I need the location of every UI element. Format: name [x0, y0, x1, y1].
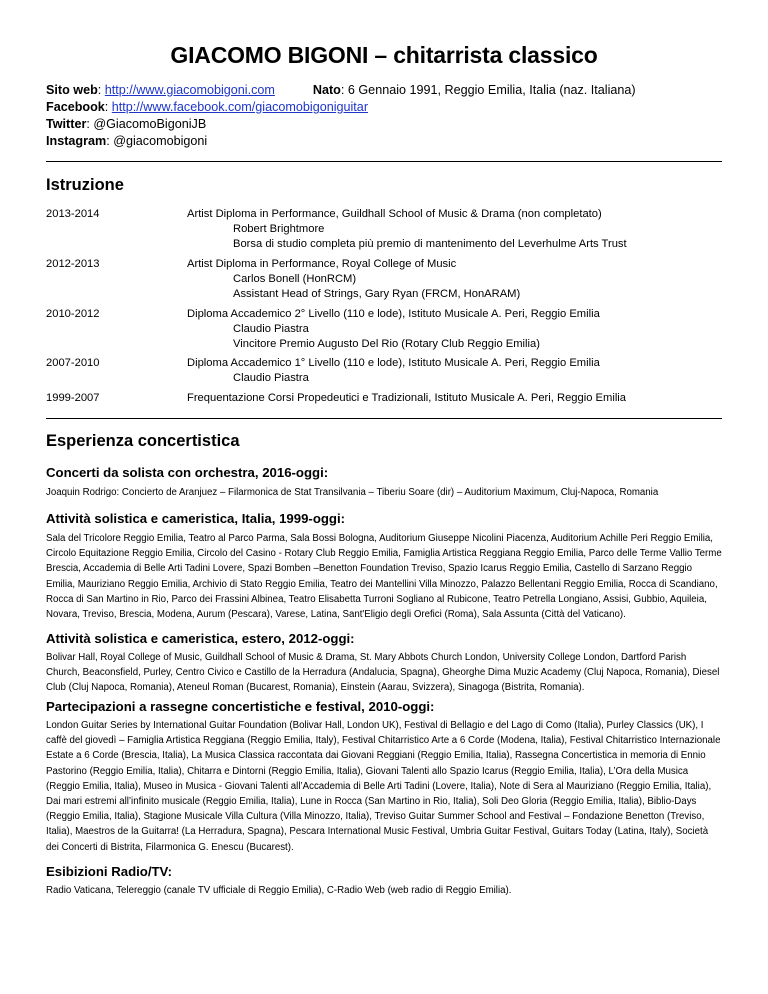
education-title: Artist Diploma in Performance, Guildhall School of Music & Drama (non completato) [187, 208, 602, 220]
education-title: Diploma Accademico 2° Livello (110 e lode), Istituto Musicale A. Peri, Reggio Emilia [187, 308, 600, 320]
education-years: 2012-2013 [46, 258, 100, 270]
instagram-value: : @giacomobigoni [106, 134, 208, 148]
instagram-label: Instagram [46, 134, 107, 148]
contact-row-twitter [46, 116, 722, 133]
facebook-label: Facebook [46, 100, 105, 114]
education-heading: Istruzione [46, 176, 124, 194]
site-label: Sito web [46, 83, 98, 97]
section-heading: Attività solistica e cameristica, Italia, 1999-oggi: [46, 511, 346, 526]
education-detail: Claudio Piastra [233, 323, 309, 335]
contact-row-site: Sito web: http://www.giacomobigoni.com Nato: 6 Gennaio 1991, Reggio Emilia, Italia (naz. Italiana) [46, 83, 636, 97]
section-text: Radio Vaticana, Telereggio (canale TV ufficiale di Reggio Emilia), C-Radio Web (web radio di Reggio Emilia). [46, 885, 512, 896]
education-title: Artist Diploma in Performance, Royal College of Music [187, 258, 457, 270]
twitter-value: : @GiacomoBigoniJB [86, 117, 207, 131]
divider [46, 418, 722, 419]
section-text: Bolivar Hall, Royal College of Music, Guildhall School of Music & Drama, St. Mary Abbots Church London, University College London, Dartford Parish Church, Beaconsfield, Purley, Centro Civico e Castillo de la Herradura (Andalucia, Spagna), Gheorghe Dima Muzic Academy (Cluj Napoca, Romania), Diesel Club (Cluj Napoca, Romania), Ateneul Roman (Bucarest, Romania), Einstein (Aarau, Svizzera), Sinagoga (Bistrita, Romania). [46, 652, 720, 694]
born-value: : 6 Gennaio 1991, Reggio Emilia, Italia (naz. Italiana) [340, 83, 636, 97]
education-years: 1999-2007 [46, 392, 100, 404]
education-detail: Carlos Bonell (HonRCM) [233, 273, 357, 285]
education-years: 2007-2010 [46, 357, 100, 369]
section-heading: Attività solistica e cameristica, estero, 2012-oggi: [46, 631, 355, 646]
education-detail: Vincitore Premio Augusto Del Rio (Rotary Club Reggio Emilia) [233, 338, 540, 350]
born-label: Nato [312, 83, 341, 97]
site-link[interactable]: http://www.giacomobigoni.com [104, 83, 275, 97]
contact-row-instagram [46, 133, 722, 150]
facebook-link[interactable]: http://www.facebook.com/giacomobigoniguitar [111, 100, 369, 114]
experience-heading: Esperienza concertistica [46, 432, 240, 450]
divider [46, 161, 722, 162]
education-detail: Assistant Head of Strings, Gary Ryan (FRCM, HonARAM) [233, 288, 521, 300]
education-title: Diploma Accademico 1° Livello (110 e lode), Istituto Musicale A. Peri, Reggio Emilia [187, 357, 600, 369]
section-heading: Concerti da solista con orchestra, 2016-oggi: [46, 465, 329, 480]
section-heading: Partecipazioni a rassegne concertistiche e festival, 2010-oggi: [46, 699, 435, 714]
section-heading: Esibizioni Radio/TV: [46, 864, 173, 879]
contact-block [46, 82, 722, 150]
education-title: Frequentazione Corsi Propedeutici e Tradizionali, Istituto Musicale A. Peri, Reggio Emilia [187, 392, 627, 404]
education-detail: Robert Brightmore [233, 223, 325, 235]
section-text: Sala del Tricolore Reggio Emilia, Teatro al Parco Parma, Sala Bossi Bologna, Auditorium Giuseppe Nicolini Piacenza, Auditorium Achille Peri Reggio Emilia, Circolo Equitazione Reggio Emilia, Circolo del Casino - Rotary Club Reggio Emilia, Famiglia Artistica Reggiana Reggio Emilia, Parco delle Terme Vallio Terme Brescia, Accademia di Belle Arti Tadini Lovere, Spazi Bomben –Benetton Foundation Treviso, Spazio Icarus Reggio Emilia, Castello di Sarzano Reggio Emilia, Mauriziano Reggio Emilia, Archivio di Stato Reggio Emilia, Teatro dei Mantellini Villa Minozzo, Palazzo Bellentani Reggio Emilia, Rocca di Scandiano, Rocca di San Martino in Rio, Parco dei Frassini Albinea, Teatro Elisabetta Turroni Sogliano al Rubicone, Teatro Petrella Longiano, Assisi, Gubbio, Aquileia, Novara, Treviso, Brescia, Modena, Aurum (Pescara), Varese, Latina, Sant'Eligio degli Orefici (Roma), Sala Assunta (Città del Vaticano). [46, 533, 722, 621]
section-text: London Guitar Series by International Guitar Foundation (Bolivar Hall, London UK), Festival di Bellagio e del Lago di Como (Italia), Purley Classics (UK), I caffè del giovedì – Famiglia Artistica Reggiana (Reggio Emilia, Italy), Festival Chitarristico Arte a 6 Corde (Modena, Italia), Festival Chitarristico Internazionale Estate a 6 Corde (Brescia, Italia), La Musica Classica raccontata dai Giovani Reggiani (Reggio Emilia, Italia), Rassegna Concertistica in memoria di Ennio Pastorino (Reggio Emilia, Italia), Chitarra e Dintorni (Reggio Emilia, Italia), Giovani Talenti allo Spazio Icarus (Reggio Emilia, Italia), L’Ora della Musica (Reggio Emilia, Italia), Museo in Musica - Giovani Talenti all’Accademia di Belle Arti Tadini (Lovere, Italia), Note di Sera al Mauriziano (Reggio Emilia, Italia), Dai mari estremi all’infinito musicale (Reggio Emilia, Italia), Lune in Rocca (San Martino in Rio, Italia), Soli Deo Gloria (Reggio Emilia, Italia), Biblio-Days (Reggio Emilia, Italia), Stagione Musicale Villa Cultura (Villa Minozzo, Italia), Treviso Guitar Summer School and Festival – Fondazione Benetton (Treviso, Italia), Maestros de la Guitarra! (La Herradura, Spagna), Pescara International Music Festival, Umbria Guitar Festival, Guitars Today (Latina, Italy), Società dei Concerti di Bistrita, Filarmonica G. Enescu (Bucarest). [46, 720, 721, 853]
page-title: GIACOMO BIGONI – chitarrista classico [170, 42, 598, 68]
education-years: 2010-2012 [46, 308, 100, 320]
born-info [313, 82, 636, 99]
section-text: Joaquin Rodrigo: Concierto de Aranjuez – Filarmonica de Stat Transilvania – Tiberiu Soare (dir) – Auditorium Maximum, Cluj-Napoca, Romania [46, 487, 659, 498]
education-detail: Borsa di studio completa più premio di mantenimento del Leverhulme Arts Trust [233, 238, 627, 250]
contact-row-facebook: Facebook: http://www.facebook.com/giacomobigoniguitar [46, 100, 369, 114]
twitter-label: Twitter [46, 117, 87, 131]
education-years: 2013-2014 [46, 208, 100, 220]
education-detail: Claudio Piastra [233, 372, 309, 384]
